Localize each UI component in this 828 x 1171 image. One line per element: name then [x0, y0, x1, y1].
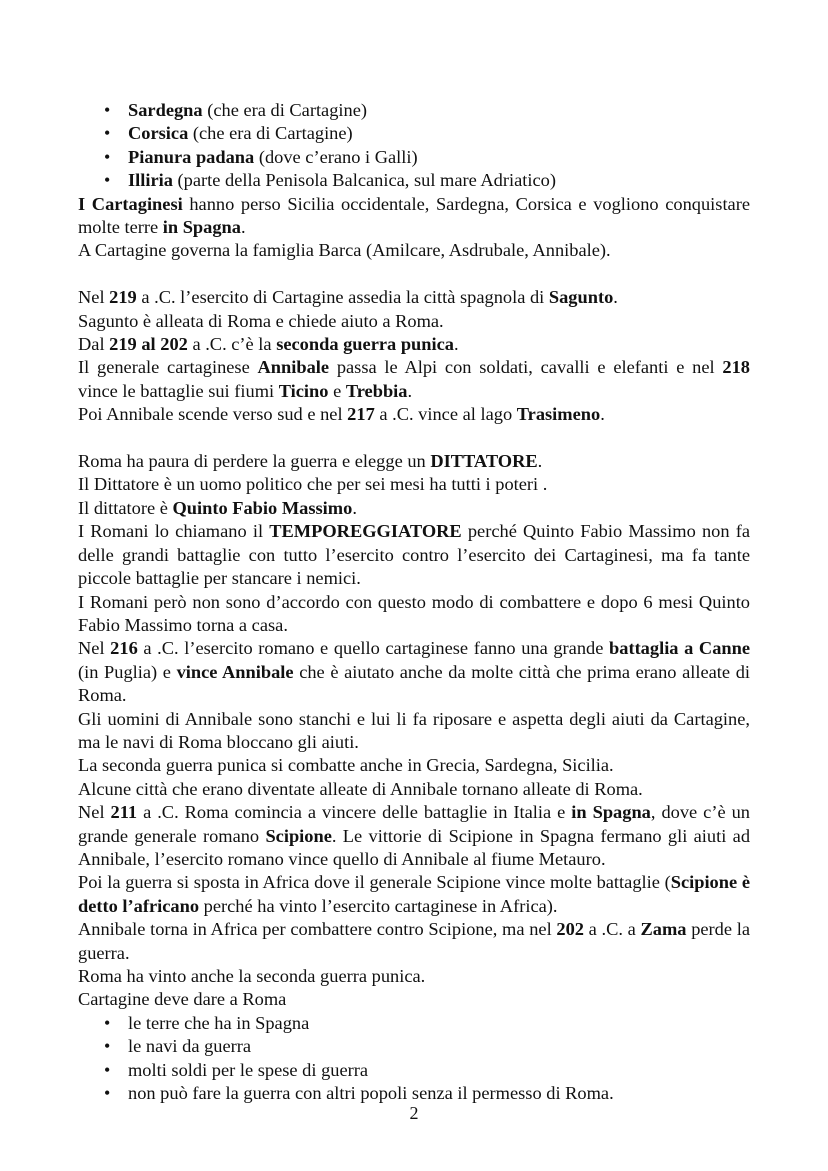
paragraph: Alcune città che erano diventate alleate di Annibale tornano alleate di Roma. — [78, 778, 643, 799]
paragraph: La seconda guerra punica si combatte anche in Grecia, Sardegna, Sicilia. — [78, 755, 614, 776]
paragraph: Roma ha paura di perdere la guerra e elegge un DITTATORE. — [78, 451, 543, 472]
paragraph: Cartagine deve dare a Roma — [78, 989, 287, 1010]
conquered-lands-list — [78, 99, 750, 193]
list-item: • Illiria (parte della Penisola Balcanica, sul mare Adriatico) — [78, 169, 750, 192]
list-item: • le terre che ha in Spagna — [78, 1012, 750, 1035]
paragraph: I Cartaginesi hanno perso Sicilia occidentale, Sardegna, Corsica e vogliono conquistare molte terre in Spagna. — [78, 193, 750, 238]
paragraph: Nel 219 a .C. l’esercito di Cartagine assedia la città spagnola di Sagunto. — [78, 287, 618, 308]
paragraph: Sagunto è alleata di Roma e chiede aiuto a Roma. — [78, 310, 444, 331]
peace-terms-list — [78, 1012, 750, 1106]
paragraph: Roma ha vinto anche la seconda guerra punica. — [78, 966, 426, 986]
paragraph: Poi la guerra si sposta in Africa dove il generale Scipione vince molte battaglie (Scipione è detto l’africano perché ha vinto l’esercito cartaginese in Africa). — [78, 872, 750, 916]
paragraph: Il generale cartaginese Annibale passa le Alpi con soldati, cavalli e elefanti e nel 218 vince le battaglie sui fiumi Ticino e Trebbia. — [78, 357, 750, 401]
list-item: • Corsica (che era di Cartagine) — [78, 122, 750, 145]
paragraph: A Cartagine governa la famiglia Barca (Amilcare, Asdrubale, Annibale). — [78, 240, 611, 261]
spacer — [78, 263, 750, 286]
document-page — [78, 99, 750, 1105]
paragraph: Il dittatore è Quinto Fabio Massimo. — [78, 497, 357, 518]
list-item: • molti soldi per le spese di guerra — [78, 1059, 750, 1082]
spacer — [78, 427, 750, 450]
paragraph: Nel 216 a .C. l’esercito romano e quello cartaginese fanno una grande battaglia a Canne (in Puglia) e vince Annibale che è aiutato anche da molte città che prima erano alleate di Roma. — [78, 638, 751, 706]
list-item: • le navi da guerra — [78, 1035, 750, 1058]
paragraph: Gli uomini di Annibale sono stanchi e lui li fa riposare e aspetta degli aiuti da Cartagine, ma le navi di Roma bloccano gli aiuti. — [78, 708, 750, 752]
paragraph: I Romani però non sono d’accordo con questo modo di combattere e dopo 6 mesi Quinto Fabio Massimo torna a casa. — [78, 591, 750, 635]
list-item: • Sardegna (che era di Cartagine) — [78, 99, 750, 122]
list-item: • non può fare la guerra con altri popoli senza il permesso di Roma. — [78, 1082, 750, 1105]
paragraph: Nel 211 a .C. Roma comincia a vincere delle battaglie in Italia e in Spagna, dove c’è un grande generale romano Scipione. Le vittorie di Scipione in Spagna fermano gli aiuti ad Annibale, l’esercito romano vince quello di Annibale al fiume Metauro. — [78, 802, 751, 869]
paragraph: Dal 219 al 202 a .C. c’è la seconda guerra punica. — [78, 334, 459, 355]
paragraph: Annibale torna in Africa per combattere contro Scipione, ma nel 202 a .C. a Zama perde la guerra. — [78, 919, 750, 963]
paragraph: Il Dittatore è un uomo politico che per sei mesi ha tutti i poteri . — [78, 474, 548, 495]
paragraph: I Romani lo chiamano il TEMPOREGGIATORE perché Quinto Fabio Massimo non fa delle grandi battaglie con tutto l’esercito contro l’esercito dei Cartaginesi, ma fa tante piccole battaglie per stancare i nemici. — [78, 521, 750, 589]
page-number: 2 — [409, 1103, 419, 1123]
paragraph: Poi Annibale scende verso sud e nel 217 a .C. vince al lago Trasimeno. — [78, 404, 605, 425]
list-item: • Pianura padana (dove c’erano i Galli) — [78, 146, 750, 169]
